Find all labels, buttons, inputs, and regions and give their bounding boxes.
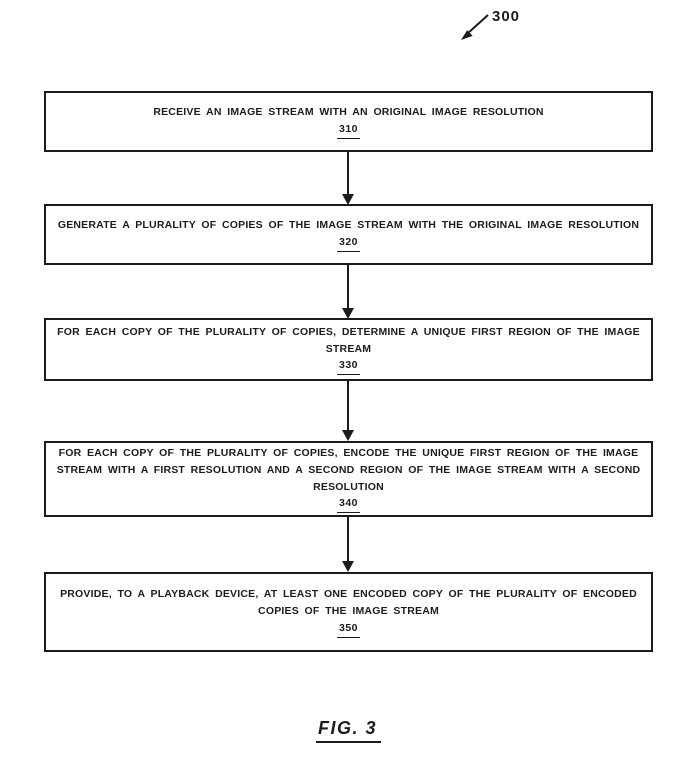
step-number: 340 (337, 496, 360, 513)
step-text: PROVIDE, TO A PLAYBACK DEVICE, AT LEAST ONE ENCODED COPY OF THE PLURALITY OF ENCODED COPIES OF THE IMAGE STREAM (60, 588, 637, 618)
step-text: FOR EACH COPY OF THE PLURALITY OF COPIES, ENCODE THE UNIQUE FIRST REGION OF THE IMAGE STREAM WITH A FIRST RESOLUTION AND A SECOND REGION OF THE IMAGE STREAM WITH A SECOND RESOLUTION (56, 446, 641, 493)
step-text: GENERATE A PLURALITY OF COPIES OF THE IMAGE STREAM WITH THE ORIGINAL IMAGE RESOLUTION (57, 219, 640, 232)
figure-reference (448, 6, 568, 54)
step-text: RECEIVE AN IMAGE STREAM WITH AN ORIGINAL IMAGE RESOLUTION (153, 106, 544, 119)
step-number: 310 (337, 122, 360, 139)
down-arrow-icon (347, 381, 349, 430)
down-arrow-icon (347, 517, 349, 561)
flow-step-340 (44, 441, 653, 517)
flow-step-330 (44, 318, 653, 381)
figure-caption: FIG. 3 (316, 718, 381, 743)
figure-caption-row (0, 718, 697, 743)
step-number: 330 (337, 358, 360, 375)
flow-step-320 (44, 204, 653, 265)
flow-step-350 (44, 572, 653, 652)
down-arrow-icon (347, 152, 349, 194)
flow-step-310 (44, 91, 653, 152)
step-text: FOR EACH COPY OF THE PLURALITY OF COPIES, DETERMINE A UNIQUE FIRST REGION OF THE IMAGE STREAM (57, 325, 640, 355)
step-number: 350 (337, 621, 360, 638)
step-number: 320 (337, 235, 360, 252)
figure-ref-label: 300 (492, 8, 521, 25)
down-arrow-icon (347, 265, 349, 308)
